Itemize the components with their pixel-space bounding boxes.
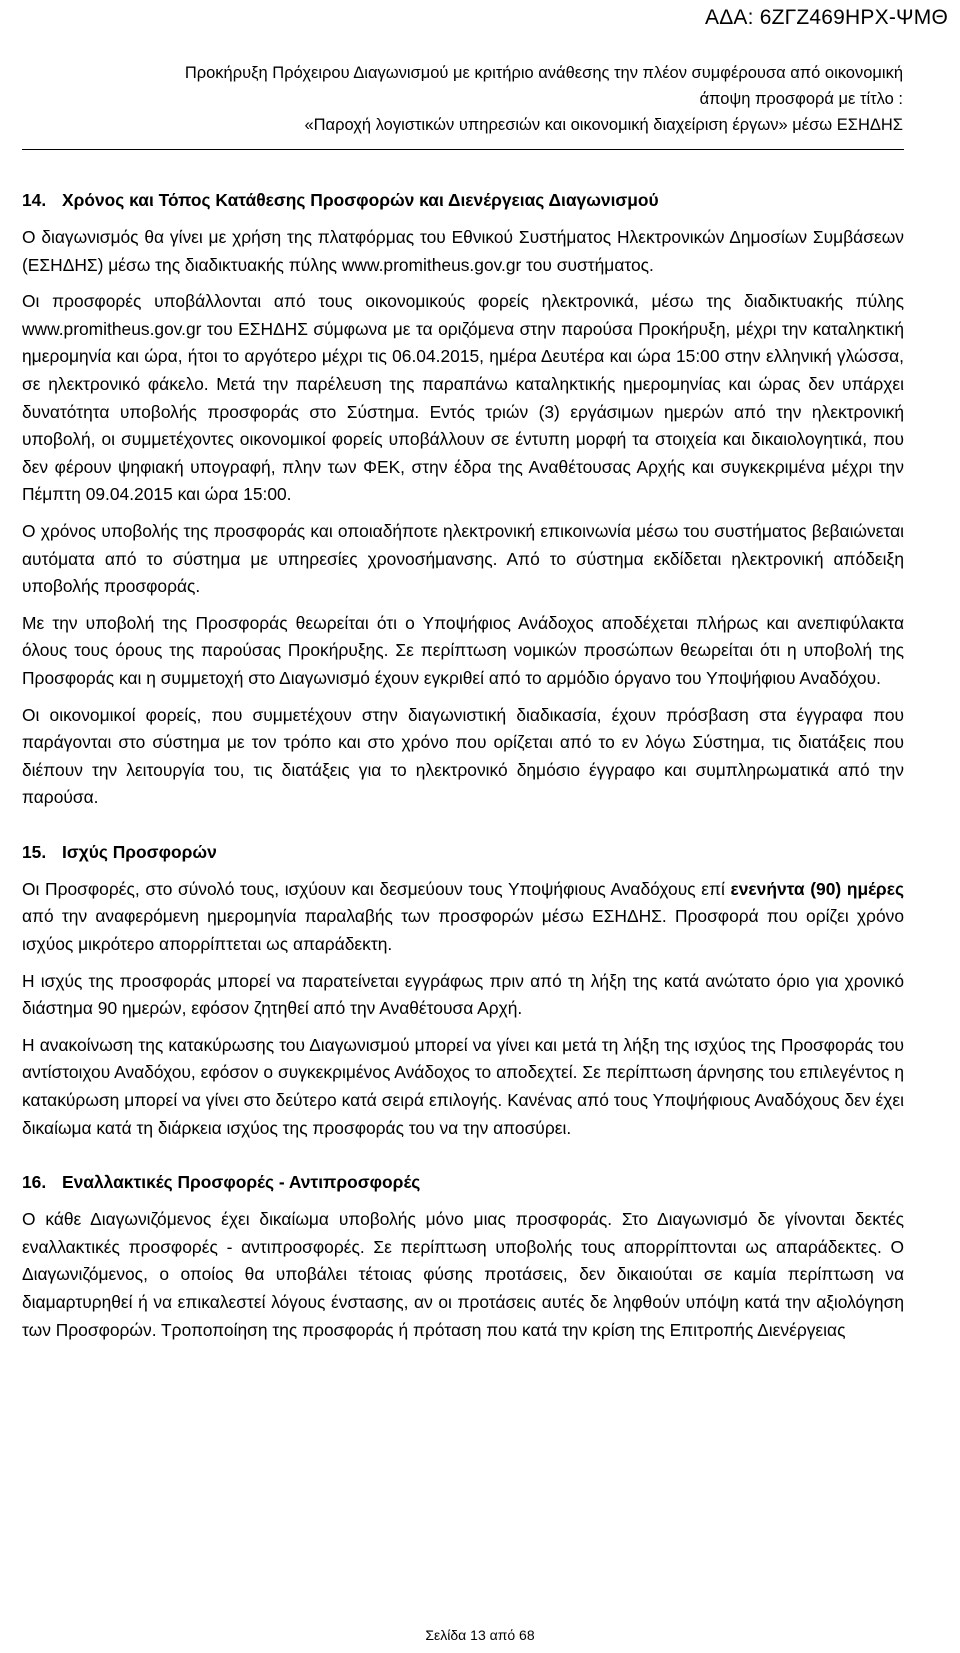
section-14-paragraph-5: Οι οικονομικοί φορείς, που συμμετέχουν στην διαγωνιστική διαδικασία, έχουν πρόσβαση στα έγγραφα που παράγονται στο σύστημα με τον τρόπο και στο χρόνο που ορίζεται από το εν λόγω Σύστημα, τις διατάξεις που διέπουν την λειτουργία του, τις διατάξεις για το ηλεκτρονικό δημόσιο έγγραφο και συμπληρωματικά από την παρούσα. — [22, 704, 904, 808]
emphasis-validity-period: ενενήντα (90) ημέρες — [730, 878, 904, 899]
ada-code: ΑΔΑ: 6ΖΓΖ469ΗΡΧ-ΨΜΘ — [705, 6, 948, 29]
section-15-paragraph-3: Η ανακοίνωση της κατακύρωσης του Διαγωνισμού μπορεί να γίνει και μετά τη λήξη της ισχύος της Προσφοράς του αντίστοιχου Αναδόχου, εφόσον ο συγκεκριμένος Ανάδοχος το αποδεχτεί. Σε περίπτωση άρνησης του επιλεγέντος η κατακύρωση μπορεί να γίνει στο δεύτερο κατά σειρά επιλογής. Κανένας από τους Υποψήφιους Αναδόχους δεν έχει δικαίωμα κατά τη διάρκεια ισχύος της προσφοράς του να την αποσύρει. — [22, 1034, 904, 1138]
document-body — [22, 186, 904, 1353]
section-14-paragraph-4: Με την υποβολή της Προσφοράς θεωρείται ότι ο Υποψήφιος Ανάδοχος αποδέχεται πλήρως και ανεπιφύλακτα όλους τους όρους της παρούσας Προκήρυξης. Σε περίπτωση νομικών προσώπων θεωρείται ότι η υποβολή της Προσφοράς και η συμμετοχή στο Διαγωνισμό έχουν εγκριθεί από το αρμόδιο όργανο του Υποψήφιου Αναδόχου. — [22, 612, 904, 688]
section-16-number: 16. — [22, 1172, 47, 1193]
section-16-heading — [22, 1168, 904, 1196]
section-14-number: 14. — [22, 190, 47, 210]
header-line-2: άποψη προσφορά με τίτλο : — [699, 90, 903, 108]
section-16-paragraph-1: Ο κάθε Διαγωνιζόμενος έχει δικαίωμα υποβολής μόνο μιας προσφοράς. Στο Διαγωνισμό δε γίνονται δεκτές εναλλακτικές προσφορές - αντιπροσφορές. Σε περίπτωση υποβολής τους απορρίπτονται ως απαράδεκτες. Ο Διαγωνιζόμενος, ο οποίος θα υποβάλει τέτοιας φύσης προτάσεις, δεν δικαιούται σε καμία περίπτωση να διαμαρτυρηθεί ή να επικαλεστεί λόγους ένστασης, αν οι προτάσεις αυτές δε ληφθούν υπόψη κατά την αξιολόγηση των Προσφορών. Τροποποίηση της προσφοράς ή πρόταση που κατά την κρίση της Επιτροπής Διενέργειας — [22, 1209, 904, 1340]
header-line-1: Προκήρυξη Πρόχειρου Διαγωνισμού με κριτήριο ανάθεσης την πλέον συμφέρουσα από οικονομική — [184, 64, 903, 82]
section-15-number: 15. — [22, 841, 47, 862]
section-14-paragraph-2: Οι προσφορές υποβάλλονται από τους οικονομικούς φορείς ηλεκτρονικά, μέσω της διαδικτυακής πύλης www.promitheus.gov.gr του ΕΣΗΔΗΣ σύμφωνα με τα οριζόμενα στην παρούσα Προκήρυξη, μέχρι την καταληκτική ημερομηνία και ώρα, ήτοι το αργότερο μέχρι τις 06.04.2015, ημέρα Δευτέρα και ώρα 15:00 στην ελληνική γλώσσα, σε ηλεκτρονικό φάκελο. Μετά την παρέλευση της παραπάνω καταληκτικής ημερομηνίας και ώρας δεν υπάρχει δυνατότητα υποβολής προσφοράς στο Σύστημα. Εντός τριών (3) εργάσιμων ημερών από την ηλεκτρονική υποβολή, οι συμμετέχοντες οικονομικοί φορείς υποβάλλουν σε έντυπη μορφή τα στοιχεία και δικαιολογητικά, που δεν φέρουν ψηφιακή υπογραφή, πλην των ΦΕΚ, στην έδρα της Αναθέτουσας Αρχής και συγκεκριμένα μέχρι την Πέμπτη 09.04.2015 και ώρα 15:00. — [22, 291, 904, 505]
section-16-title: Εναλλακτικές Προσφορές - Αντιπροσφορές — [62, 1172, 421, 1193]
document-header — [0, 60, 903, 138]
section-15-paragraph-1 — [22, 876, 904, 959]
section-15-paragraph-2: Η ισχύς της προσφοράς μπορεί να παρατείνεται εγγράφως πριν από τη λήξη της κατά ανώτατο όριο για χρονικό διάστημα 90 ημερών, εφόσον ζητηθεί από την Αναθέτουσα Αρχή. — [22, 970, 904, 1019]
paragraph-text: Οι Προσφορές, στο σύνολό τους, ισχύουν και δεσμεύουν τους Υποψήφιους Αναδόχους επί — [22, 878, 731, 899]
header-line-3: «Παροχή λογιστικών υπηρεσιών και οικονομική διαχείριση έργων» μέσω ΕΣΗΔΗΣ — [304, 116, 903, 134]
header-divider — [22, 149, 904, 150]
section-14-paragraph-3: Ο χρόνος υποβολής της προσφοράς και οποιαδήποτε ηλεκτρονική επικοινωνία μέσω του συστήματος βεβαιώνεται αυτόματα από το σύστημα με υπηρεσίες χρονοσήμανσης. Από το σύστημα εκδίδεται ηλεκτρονική απόδειξη υποβολής προσφοράς. — [22, 520, 904, 597]
paragraph-text: από την αναφερόμενη ημερομηνία παραλαβής των προσφορών μέσω ΕΣΗΔΗΣ. Προσφορά που ορίζει χρόνο ισχύος μικρότερο απορρίπτεται ως απαράδεκτη. — [22, 906, 904, 955]
section-14-paragraph-1: Ο διαγωνισμός θα γίνει με χρήση της πλατφόρμας του Εθνικού Συστήματος Ηλεκτρονικών Δημοσίων Συμβάσεων (ΕΣΗΔΗΣ) μέσω της διαδικτυακής πύλης www.promitheus.gov.gr του συστήματος. — [22, 227, 904, 275]
page-number: Σελίδα 13 από 68 — [425, 1627, 535, 1643]
section-15-title: Ισχύς Προσφορών — [62, 841, 217, 862]
section-14-title: Χρόνος και Τόπος Κατάθεσης Προσφορών και Διενέργειας Διαγωνισμού — [62, 190, 659, 210]
section-15-heading — [22, 838, 904, 866]
section-14-heading — [22, 186, 904, 214]
